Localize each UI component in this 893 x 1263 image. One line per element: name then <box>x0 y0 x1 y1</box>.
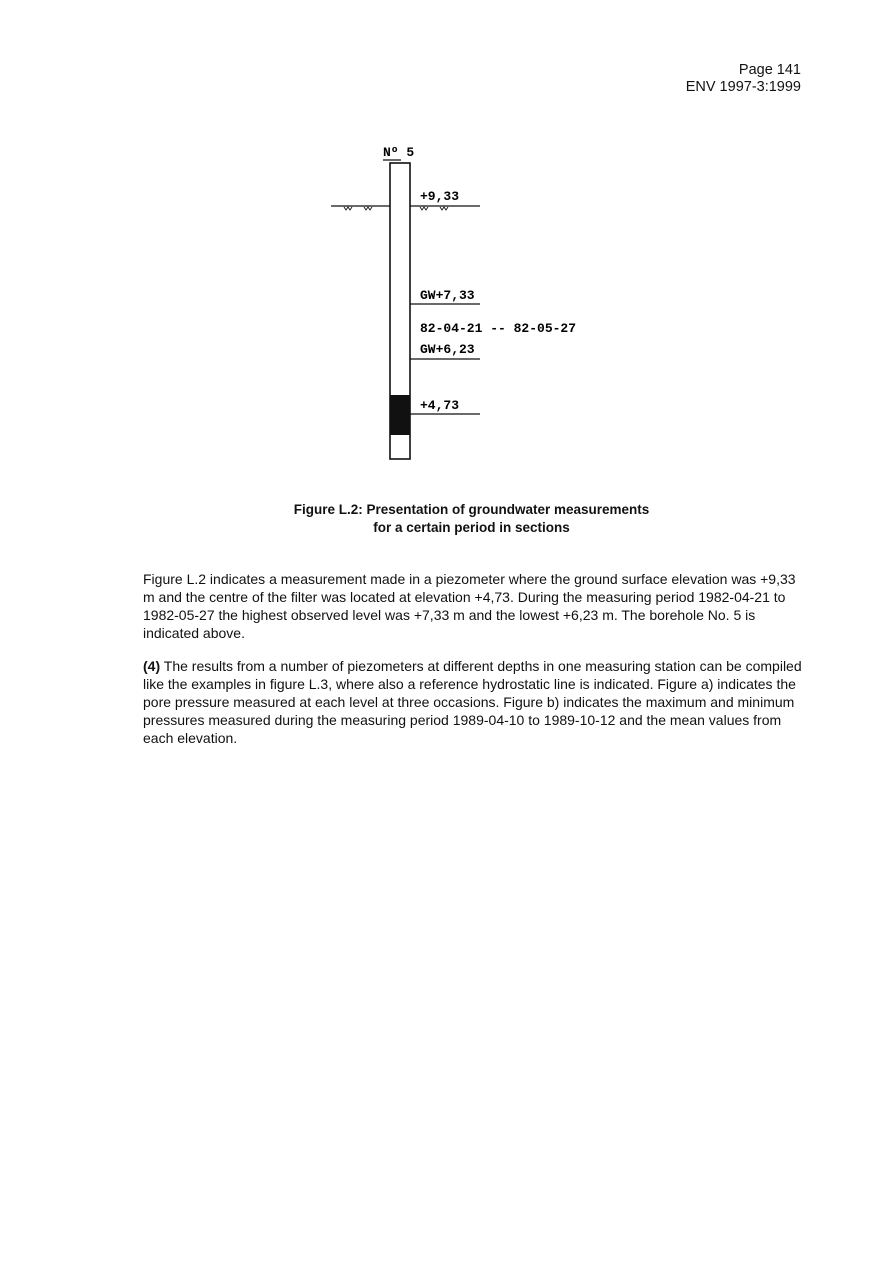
paragraph-figure-description: Figure L.2 indicates a measurement made in a piezometer where the ground surface elevation was +9,33 m and the centre of the filter was located at elevation +4,73. During the measuring period 1982-04-21 to 1982-05-27 the highest observed level was +7,33 m and the lowest +6,23 m. The borehole No. 5 is indicated above. <box>143 571 796 641</box>
paragraph-number: (4) <box>143 658 161 674</box>
period-label: 82-04-21 -- 82-05-27 <box>420 321 577 336</box>
borehole-figure <box>0 0 893 500</box>
paragraph-4-text: The results from a number of piezometers at different depths in one measuring station can be compiled like the examples in figure L.3, where also a reference hydrostatic line is indicated. Figure a) indicates the pore pressure measured at each level at three occasions. Figure b) indicates the maximum and minimum pressures measured during the measuring period 1989-04-10 to 1989-10-12 and the mean values from each elevation. <box>143 658 802 746</box>
figure-caption <box>0 501 893 537</box>
gw-high-label: GW+7,33 <box>420 288 475 303</box>
standard-id: ENV 1997-3:1999 <box>685 79 801 95</box>
filter-level-label: +4,73 <box>420 398 460 413</box>
ground-level-label: +9,33 <box>420 189 460 204</box>
borehole-label: Nº 5 <box>383 145 415 160</box>
page-number: Page 141 <box>738 62 801 78</box>
gw-low-label: GW+6,23 <box>420 342 475 357</box>
caption-line-2: for a certain period in sections <box>373 520 570 535</box>
paragraph-4 <box>143 657 803 747</box>
filter-section <box>390 395 410 435</box>
caption-line-1: Figure L.2: Presentation of groundwater measurements <box>293 502 650 517</box>
